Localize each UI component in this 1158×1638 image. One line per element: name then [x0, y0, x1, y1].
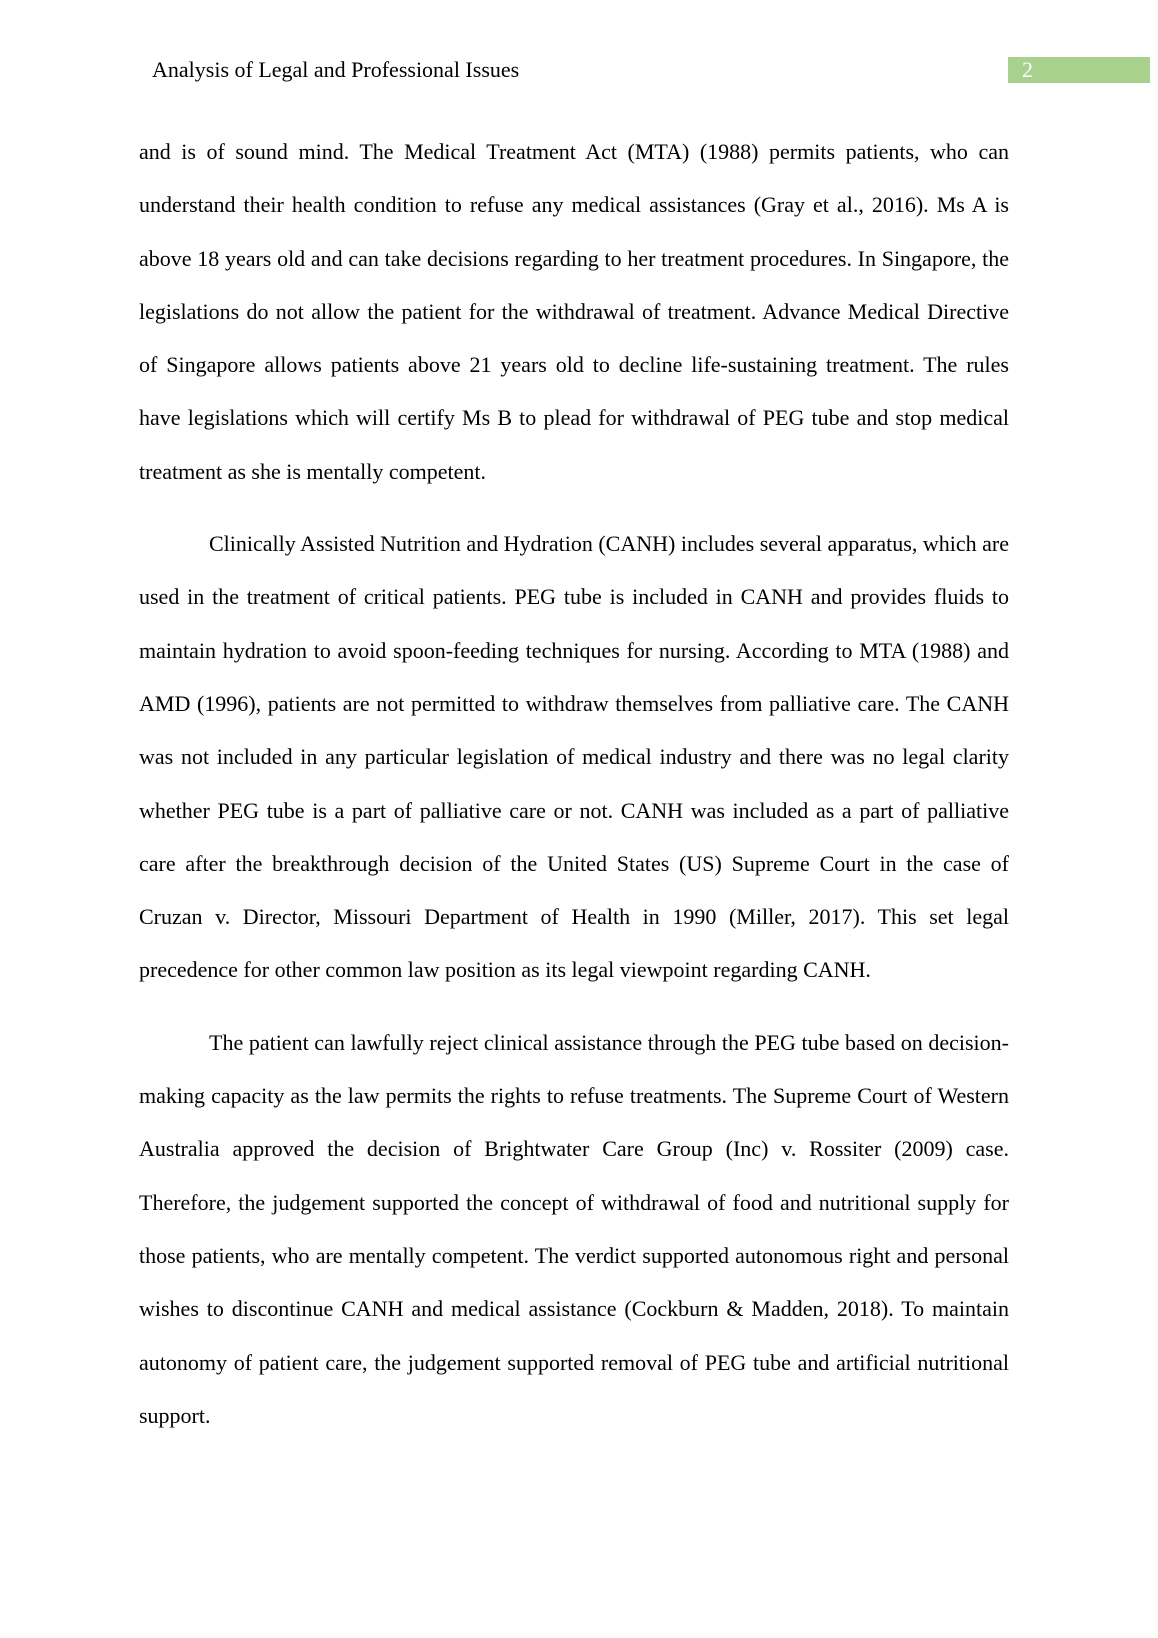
page-number: 2	[1022, 57, 1033, 82]
document-body	[139, 125, 1009, 1461]
page-number-bar	[1008, 57, 1150, 83]
paragraph-2: Clinically Assisted Nutrition and Hydration (CANH) includes several apparatus, which are used in the treatment of critical patients. PEG tube is included in CANH and provides fluids to maintain hydration to avoid spoon-feeding techniques for nursing. According to MTA (1988) and AMD (1996), patients are not permitted to withdraw themselves from palliative care. The CANH was not included in any particular legislation of medical industry and there was no legal clarity whether PEG tube is a part of palliative care or not. CANH was included as a part of palliative care after the breakthrough decision of the United States (US) Supreme Court in the case of Cruzan v. Director, Missouri Department of Health in 1990 (Miller, 2017). This set legal precedence for other common law position as its legal viewpoint regarding CANH.	[139, 531, 1009, 983]
paragraph-3: The patient can lawfully reject clinical assistance through the PEG tube based on decision-making capacity as the law permits the rights to refuse treatments. The Supreme Court of Western Australia approved the decision of Brightwater Care Group (Inc) v. Rossiter (2009) case. Therefore, the judgement supported the concept of withdrawal of food and nutritional supply for those patients, who are mentally competent. The verdict supported autonomous right and personal wishes to discontinue CANH and medical assistance (Cockburn & Madden, 2018). To maintain autonomy of patient care, the judgement supported removal of PEG tube and artificial nutritional support.	[139, 1029, 1009, 1428]
page-header	[0, 50, 1158, 90]
running-head: Analysis of Legal and Professional Issues	[152, 57, 520, 82]
paragraph-1: and is of sound mind. The Medical Treatment Act (MTA) (1988) permits patients, who can understand their health condition to refuse any medical assistances (Gray et al., 2016). Ms A is above 18 years old and can take decisions regarding to her treatment procedures. In Singapore, the legislations do not allow the patient for the withdrawal of treatment. Advance Medical Directive of Singapore allows patients above 21 years old to decline life-sustaining treatment. The rules have legislations which will certify Ms B to plead for withdrawal of PEG tube and stop medical treatment as she is mentally competent.	[139, 139, 1009, 484]
